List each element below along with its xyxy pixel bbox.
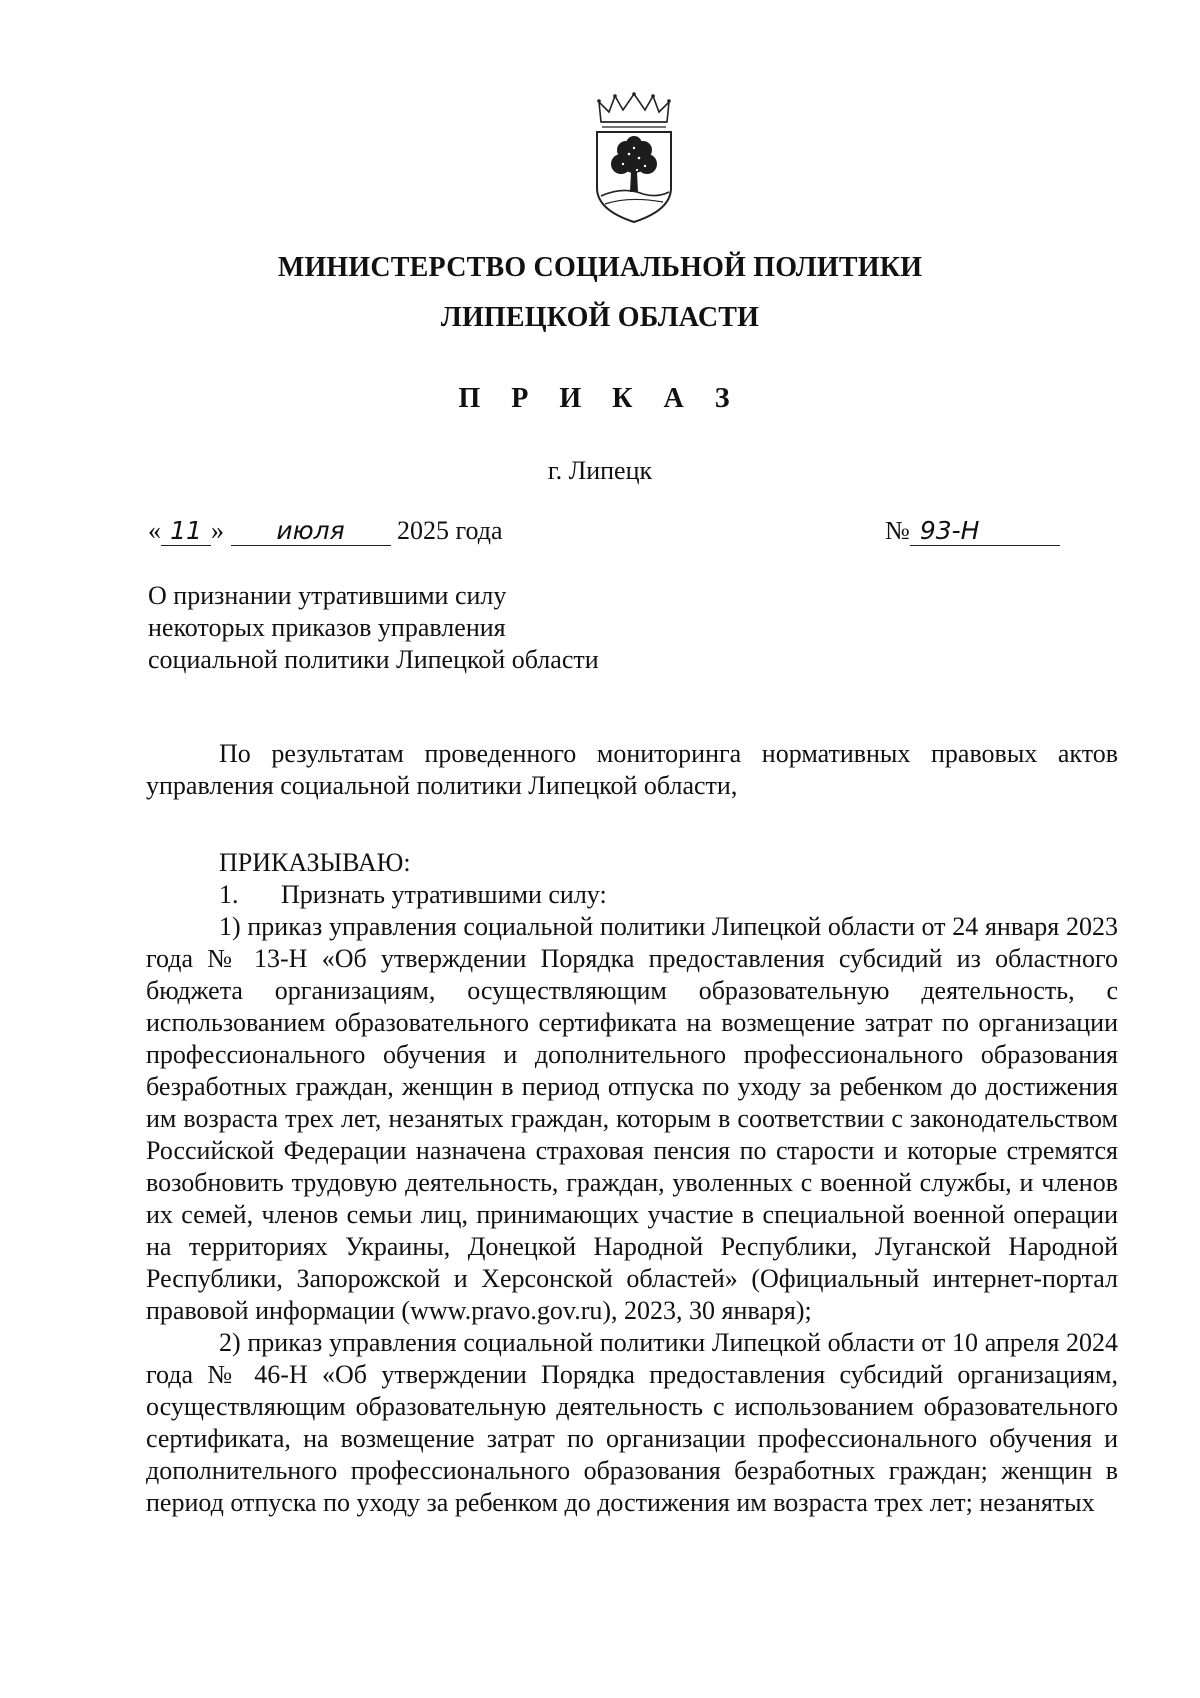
date-day-handwritten: 11 (161, 517, 211, 546)
number-prefix: № (885, 516, 910, 545)
basis-section (146, 738, 1118, 802)
sub-item-1-paragraph: 1) приказ управления социальной политики Липецкой области от 24 января 2023 года № 13-Н «Об утверждении Порядка предоставления субсидий из областного бюджета организациям, осуществляющим образовательную деятельность, с использованием образовательного сертификата на возмещение затрат по организации профессионального обучения и дополнительного профессионального образования безработных граждан, женщин в период отпуска по уходу за ребенком до достижения им возраста трех лет, незанятых граждан, которым в соответствии с законодательством Российской Федерации назначена страховая пенсия по старости и которые стремятся возобновить трудовую деятельность, граждан, уволенных с военной службы, и членов их семей, членов семьи лиц, принимающих участие в специальной военной операции на территориях Украины, Донецкой Народной Республики, Луганской Народной Республики, Запорожской и Херсонской областей» (Официальный интернет-портал правовой информации (www.pravo.gov.ru), 2023, 30 января); (146, 912, 1118, 1325)
number-value-handwritten: 93-Н (910, 517, 1060, 546)
coat-of-arms-icon (593, 92, 675, 224)
order-word: ПРИКАЗЫВАЮ: (219, 848, 411, 877)
date-open-quote: « (148, 516, 161, 545)
document-number (885, 516, 1060, 546)
order-item-text: Признать утратившими силу: (281, 880, 607, 909)
organization-name-line2: ЛИПЕЦКОЙ ОБЛАСТИ (440, 302, 760, 333)
document-type-title: П Р И К А З (458, 383, 742, 414)
issue-city: г. Липецк (547, 456, 653, 485)
subject-line: О признании утратившими силу (148, 581, 507, 610)
subject-line: некоторых приказов управления (148, 613, 506, 642)
date-year: 2025 года (397, 516, 503, 545)
basis-paragraph: По результатам проведенного мониторинга нормативных правовых актов управления социальной политики Липецкой области, (146, 739, 1118, 800)
subject-line: социальной политики Липецкой области (148, 645, 599, 674)
date-close-quote: » (211, 516, 224, 545)
order-item-1 (146, 879, 1118, 911)
organization-name-line1: МИНИСТЕРСТВО СОЦИАЛЬНОЙ ПОЛИТИКИ (277, 252, 923, 283)
sub-item-2-paragraph: 2) приказ управления социальной политики Липецкой области от 10 апреля 2024 года № 46-Н «Об утверждении Порядка предоставления субсидий организациям, осуществляющим образовательную деятельность с использованием образовательного сертификата, на возмещение затрат по организации профессионального обучения и дополнительного профессионального образования безработных граждан; женщин в период отпуска по уходу за ребенком до достижения им возраста трех лет; незанятых (146, 1328, 1118, 1517)
date-month-handwritten: июля (231, 517, 391, 546)
order-item-number: 1. (219, 880, 239, 909)
document-date (148, 516, 503, 546)
document-subject (148, 580, 599, 676)
order-section (146, 847, 1118, 1519)
